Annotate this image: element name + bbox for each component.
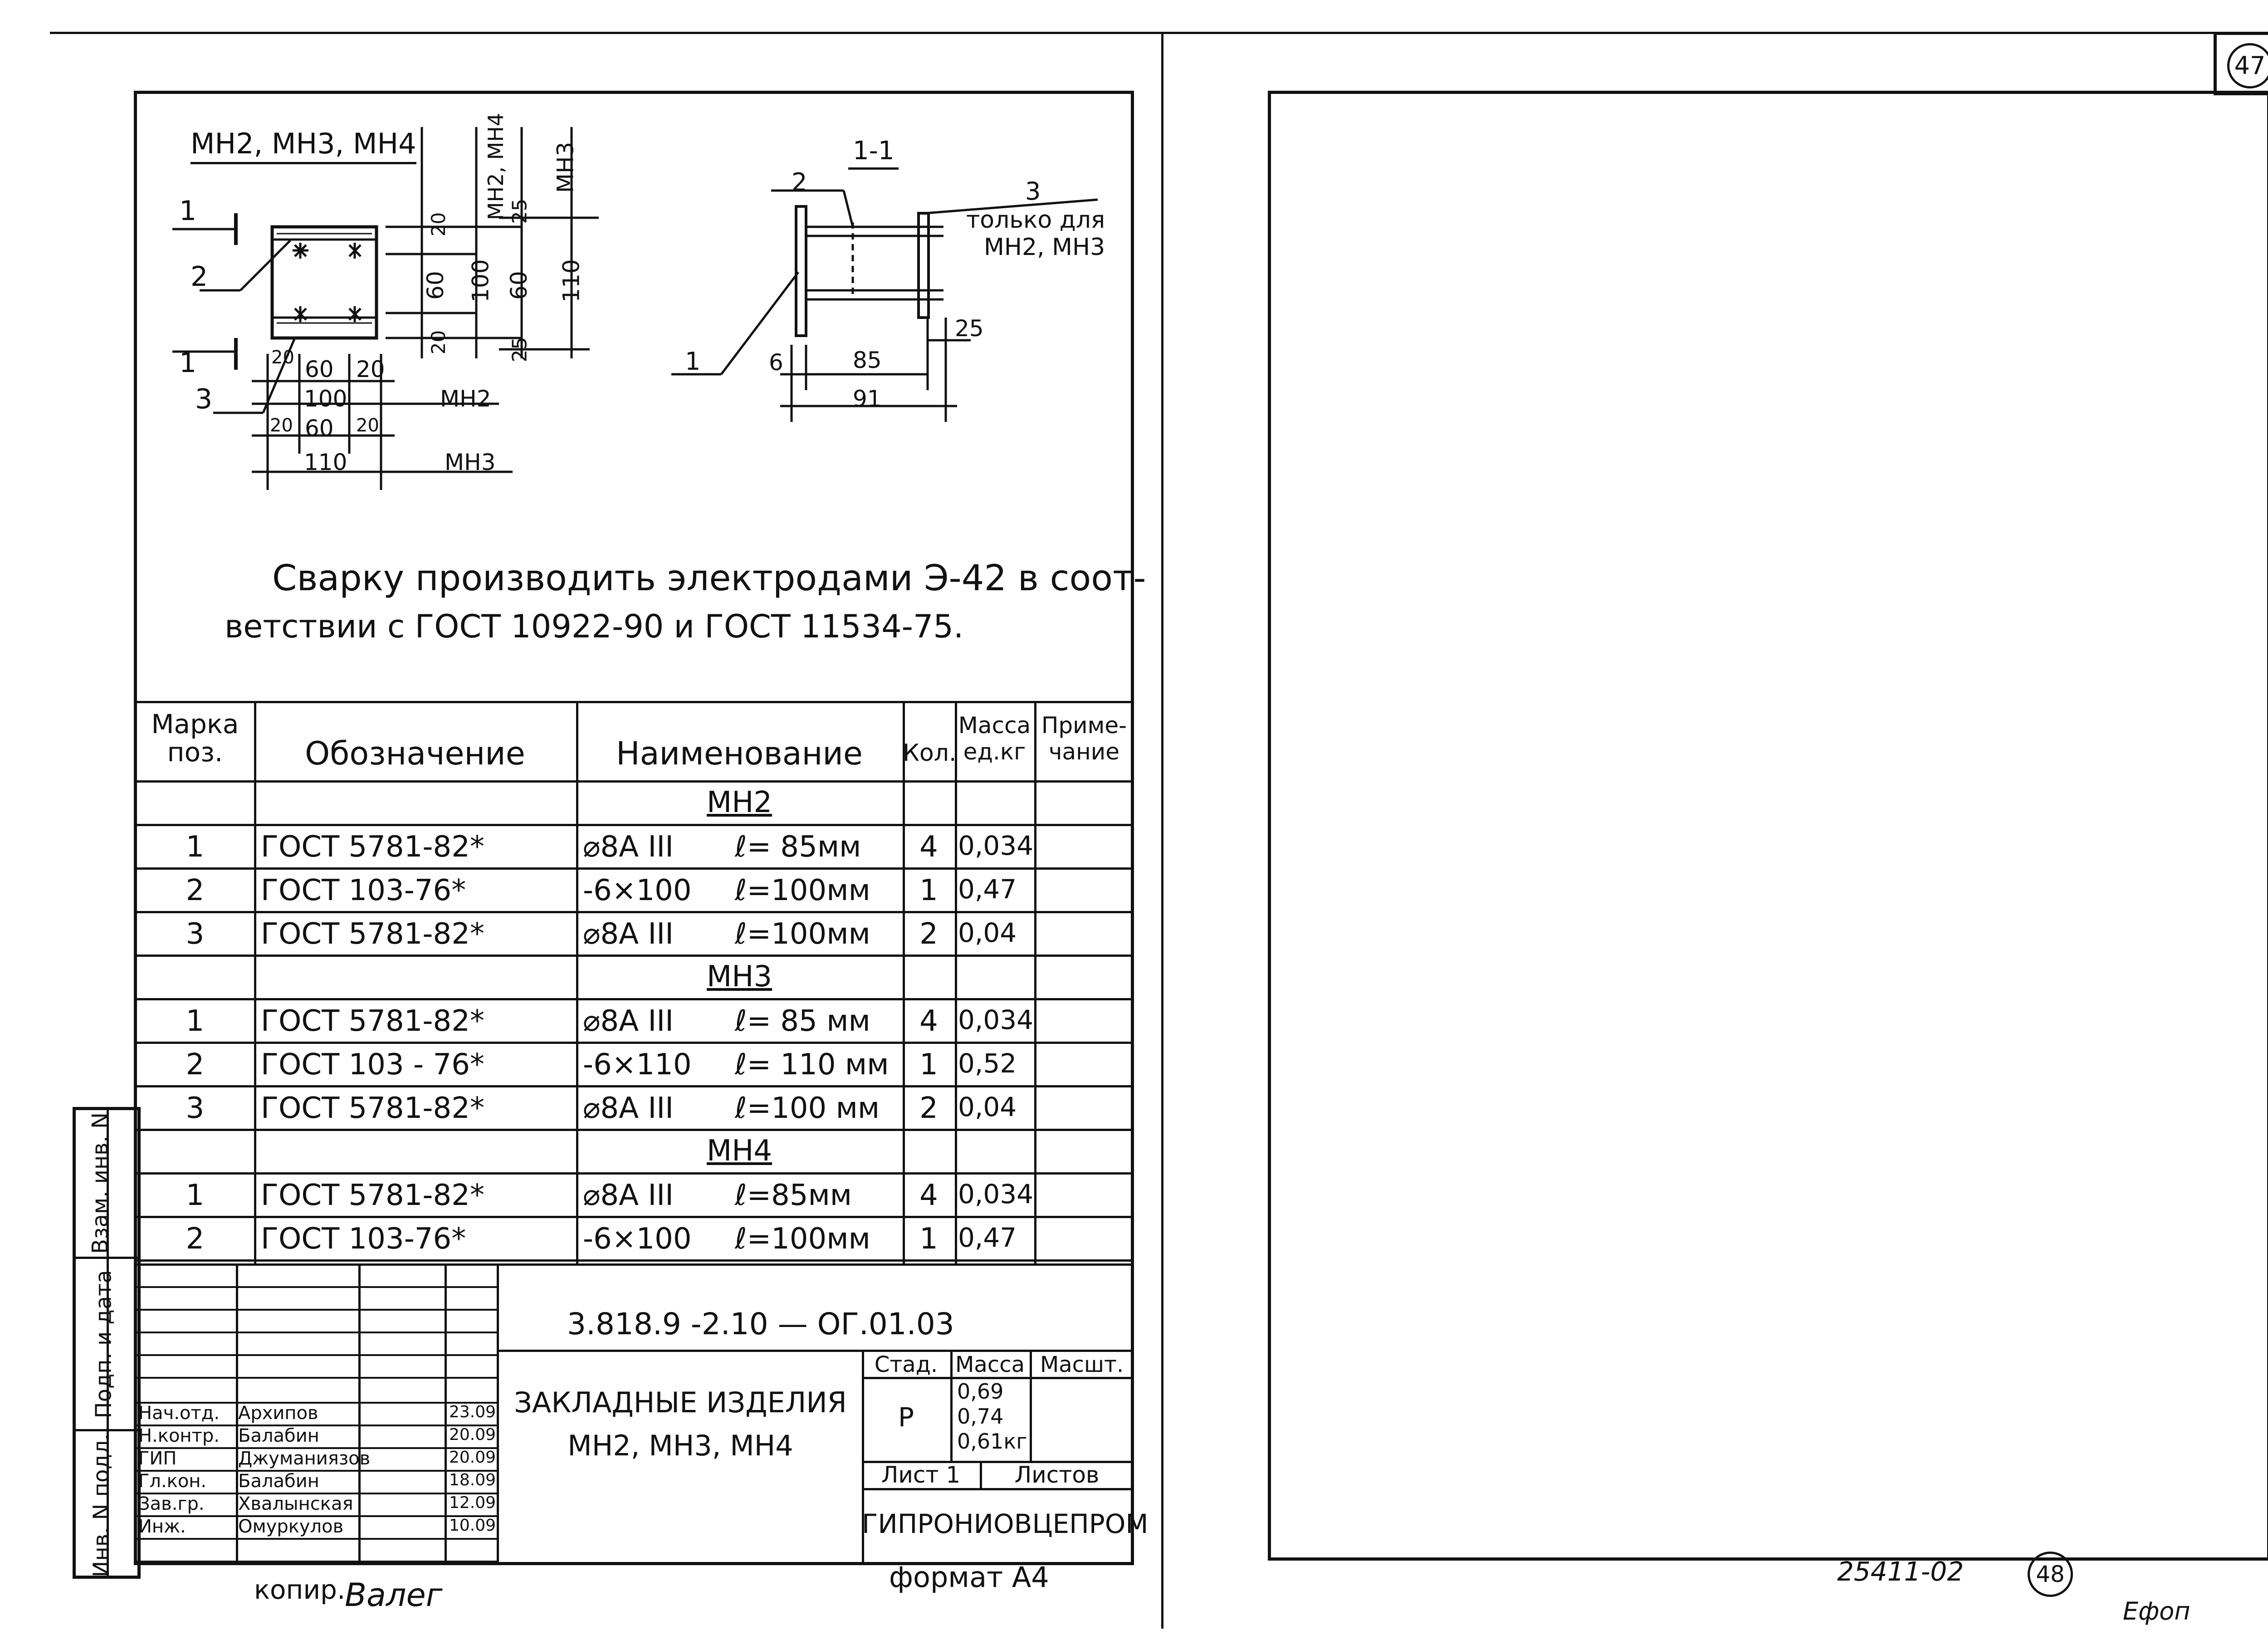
- row-designation: ГОСТ 5781-82*: [261, 1179, 484, 1212]
- row-designation: ГОСТ 5781-82*: [261, 917, 484, 951]
- row-position: 3: [186, 1092, 205, 1125]
- tb-row-line: [136, 1309, 497, 1311]
- row-mass: 0,034: [958, 1179, 1034, 1209]
- stage-header: Стад.: [874, 1352, 938, 1377]
- tb-row-line: [136, 1538, 497, 1540]
- organization: ГИПРОНИОВЦЕПРОМ: [862, 1508, 1149, 1539]
- row-designation: ГОСТ 103-76*: [261, 1222, 466, 1256]
- row-designation: ГОСТ 5781-82*: [261, 830, 484, 864]
- cut-label-bottom: 1: [179, 347, 197, 379]
- row-line: [136, 867, 1134, 870]
- row-name: ⌀8А III: [583, 1179, 674, 1212]
- row-name: -6×100: [583, 1222, 692, 1256]
- row-name: ⌀8А III: [583, 1092, 674, 1125]
- dim-20-a: 20: [271, 347, 294, 368]
- row-quantity: 4: [919, 1004, 938, 1038]
- copied-label: копир.: [254, 1574, 346, 1605]
- row-designation: ГОСТ 5781-82*: [261, 1092, 484, 1125]
- tb-row-line: [136, 1354, 497, 1356]
- format-label: формат А4: [889, 1561, 1049, 1594]
- col-line-2: [576, 701, 578, 1263]
- col-line-4: [955, 701, 957, 1263]
- section-dim-25: 25: [955, 315, 984, 342]
- vdim-100: 100: [467, 259, 494, 303]
- header-mark: Марка поз.: [151, 709, 239, 768]
- dim-20-b: 20: [356, 356, 385, 382]
- signer-role: Н.контр.: [138, 1425, 220, 1446]
- row-name: -6×110: [583, 1048, 692, 1082]
- row-length: ℓ= 85 мм: [735, 1004, 870, 1038]
- tb-sheet-bottom: [862, 1488, 1134, 1490]
- tb-row-line: [136, 1286, 497, 1288]
- signer-name: Хвалынская: [238, 1493, 353, 1514]
- cut-label-top: 1: [179, 195, 197, 227]
- row-quantity: 2: [919, 1092, 938, 1125]
- signer-date: 10.09: [449, 1516, 496, 1535]
- group-title: МН2: [706, 786, 772, 819]
- row-mass: 0,47: [958, 874, 1017, 905]
- scale-header: Масшт.: [1040, 1352, 1124, 1377]
- signer-role: Инж.: [138, 1516, 186, 1537]
- dim-60-a: 60: [305, 356, 334, 382]
- vdim-110: 110: [558, 259, 585, 303]
- row-quantity: 4: [919, 1179, 938, 1212]
- row-length: ℓ=85мм: [735, 1179, 852, 1212]
- row-line: [136, 1216, 1134, 1218]
- row-mass: 0,034: [958, 830, 1034, 861]
- mass-value-3: 0,61кг: [957, 1429, 1027, 1454]
- row-name: -6×100: [583, 874, 692, 907]
- row-designation: ГОСТ 103 - 76*: [261, 1048, 484, 1082]
- vdim-60-b: 60: [505, 271, 532, 300]
- section-dim-6: 6: [769, 349, 783, 376]
- tb-row-line: [136, 1377, 497, 1379]
- header-note: Приме-чание: [1041, 712, 1127, 765]
- position-3-label: 3: [195, 383, 213, 415]
- row-designation: ГОСТ 103-76*: [261, 874, 466, 907]
- signer-date: 20.09: [449, 1448, 496, 1467]
- row-line: [136, 1259, 1134, 1262]
- sheet-label: Лист 1: [881, 1462, 961, 1488]
- header-qty: Кол.: [903, 739, 957, 767]
- row-position: 3: [186, 917, 205, 951]
- page-number: 47: [2227, 43, 2268, 88]
- row-length: ℓ=100мм: [735, 874, 870, 907]
- section-pos-3: 3: [1025, 177, 1041, 206]
- header-designation: Обозначение: [305, 735, 525, 772]
- title-line-2: МН2, МН3, МН4: [567, 1429, 793, 1462]
- title-line-1: ЗАКЛАДНЫЕ ИЗДЕЛИЯ: [514, 1386, 847, 1419]
- vmark-mh2-mh4: МН2, МН4: [484, 113, 508, 220]
- row-length: ℓ= 110 мм: [735, 1048, 889, 1082]
- archive-number: 25411-02: [1837, 1556, 1964, 1587]
- vdim-60-a: 60: [422, 271, 449, 300]
- row-mass: 0,034: [958, 1004, 1034, 1035]
- side-stamp-sign-date: Подп. и дата: [91, 1270, 117, 1419]
- row-length: ℓ= 85мм: [735, 830, 861, 864]
- row-line: [136, 955, 1134, 957]
- mass-value-1: 0,69: [957, 1379, 1004, 1404]
- signer-date: 12.09: [449, 1493, 496, 1512]
- row-quantity: 1: [919, 874, 938, 907]
- signer-role: Зав.гр.: [138, 1493, 205, 1514]
- dim-60-b: 60: [305, 415, 334, 441]
- col-line-3: [903, 701, 905, 1263]
- section-note: только для МН2, МН3: [966, 206, 1105, 261]
- mark-mh2: МН2: [440, 386, 491, 412]
- row-line: [136, 1042, 1134, 1044]
- side-stamp-replace: Взам. инв. N: [87, 1112, 113, 1254]
- row-quantity: 1: [919, 1222, 938, 1256]
- dim-20-c: 20: [270, 415, 293, 436]
- spec-table-top: [136, 701, 1134, 703]
- row-line: [136, 998, 1134, 1000]
- row-line: [136, 1129, 1134, 1131]
- signer-date: 20.09: [449, 1425, 496, 1444]
- row-name: ⌀8А III: [583, 917, 674, 951]
- row-position: 2: [186, 1048, 205, 1082]
- mass-header: Масса: [955, 1352, 1025, 1377]
- group-title: МН4: [706, 1134, 772, 1168]
- row-length: ℓ=100мм: [735, 1222, 870, 1256]
- spec-header-bottom: [136, 780, 1134, 783]
- dim-20-d: 20: [356, 415, 379, 436]
- row-length: ℓ=100 мм: [735, 1092, 880, 1125]
- vdim-25-b: 25: [508, 337, 532, 362]
- stage-value: Р: [898, 1402, 914, 1433]
- header-name: Наименование: [616, 735, 863, 772]
- signer-date: 18.09: [449, 1471, 496, 1489]
- mark-mh3: МН3: [445, 449, 496, 475]
- section-pos-1: 1: [685, 347, 701, 376]
- signer-name: Омуркулов: [238, 1516, 344, 1537]
- copied-signature: Валег: [345, 1576, 443, 1614]
- signer-name: Джуманиязов: [238, 1448, 371, 1469]
- row-line: [136, 1172, 1134, 1175]
- signer-role: Гл.кон.: [138, 1471, 207, 1492]
- group-title: МН3: [706, 960, 772, 994]
- header-mass: Масса ед.кг: [958, 712, 1031, 765]
- signer-name: Балабин: [238, 1425, 319, 1446]
- row-mass: 0,52: [958, 1048, 1017, 1079]
- vdim-25-a: 25: [508, 198, 532, 224]
- vdim-20-b: 20: [427, 330, 450, 355]
- bottom-page-number: 48: [2028, 1552, 2073, 1597]
- row-quantity: 4: [919, 830, 938, 864]
- sheets-label: Листов: [1014, 1462, 1100, 1488]
- vmark-mh3: МН3: [552, 142, 579, 193]
- row-position: 1: [186, 1179, 205, 1212]
- mass-value-2: 0,74: [957, 1404, 1004, 1429]
- tb-col-d: [497, 1263, 499, 1565]
- section-pos-2: 2: [792, 168, 807, 196]
- row-quantity: 2: [919, 917, 938, 951]
- row-position: 2: [186, 1222, 205, 1256]
- row-quantity: 1: [919, 1048, 938, 1082]
- side-stamp-inv: Инв. N подл.: [88, 1433, 114, 1577]
- signer-role: Нач.отд.: [138, 1403, 220, 1424]
- section-title: 1-1: [848, 136, 899, 170]
- plan-title: МН2, МН3, МН4: [191, 127, 416, 164]
- row-position: 1: [186, 830, 205, 864]
- row-line: [136, 1085, 1134, 1087]
- section-dim-91: 91: [853, 386, 882, 412]
- row-mass: 0,04: [958, 1092, 1017, 1122]
- col-line-1: [254, 701, 256, 1263]
- corner-note: Ефоп: [2123, 1597, 2190, 1625]
- row-designation: ГОСТ 5781-82*: [261, 1004, 484, 1038]
- section-dim-85: 85: [853, 347, 882, 373]
- row-name: ⌀8А III: [583, 1004, 674, 1038]
- dim-100: 100: [304, 386, 347, 412]
- row-position: 1: [186, 1004, 205, 1038]
- row-length: ℓ=100мм: [735, 917, 870, 951]
- row-mass: 0,04: [958, 917, 1017, 948]
- welding-note-line1: Сварку производить электродами Э-42 в соот-: [272, 558, 1146, 599]
- dim-110: 110: [304, 449, 347, 475]
- title-block-top: [136, 1263, 1134, 1266]
- position-2-label: 2: [191, 261, 208, 293]
- col-line-5: [1034, 701, 1036, 1263]
- row-position: 2: [186, 874, 205, 907]
- vdim-20-a: 20: [427, 212, 450, 237]
- row-line: [136, 911, 1134, 913]
- row-line: [136, 824, 1134, 826]
- tb-row-line: [136, 1332, 497, 1333]
- tb-row-line: [136, 1561, 497, 1562]
- doc-code: 3.818.9 -2.10 — ОГ.01.03: [567, 1307, 954, 1341]
- welding-note-line2: ветствии с ГОСТ 10922-90 и ГОСТ 11534-75.: [225, 608, 964, 645]
- signer-date: 23.09: [449, 1403, 496, 1421]
- signer-role: ГИП: [138, 1448, 177, 1469]
- signer-name: Балабин: [238, 1471, 319, 1492]
- row-name: ⌀8А III: [583, 830, 674, 864]
- row-mass: 0,47: [958, 1222, 1017, 1253]
- signer-name: Архипов: [238, 1403, 318, 1424]
